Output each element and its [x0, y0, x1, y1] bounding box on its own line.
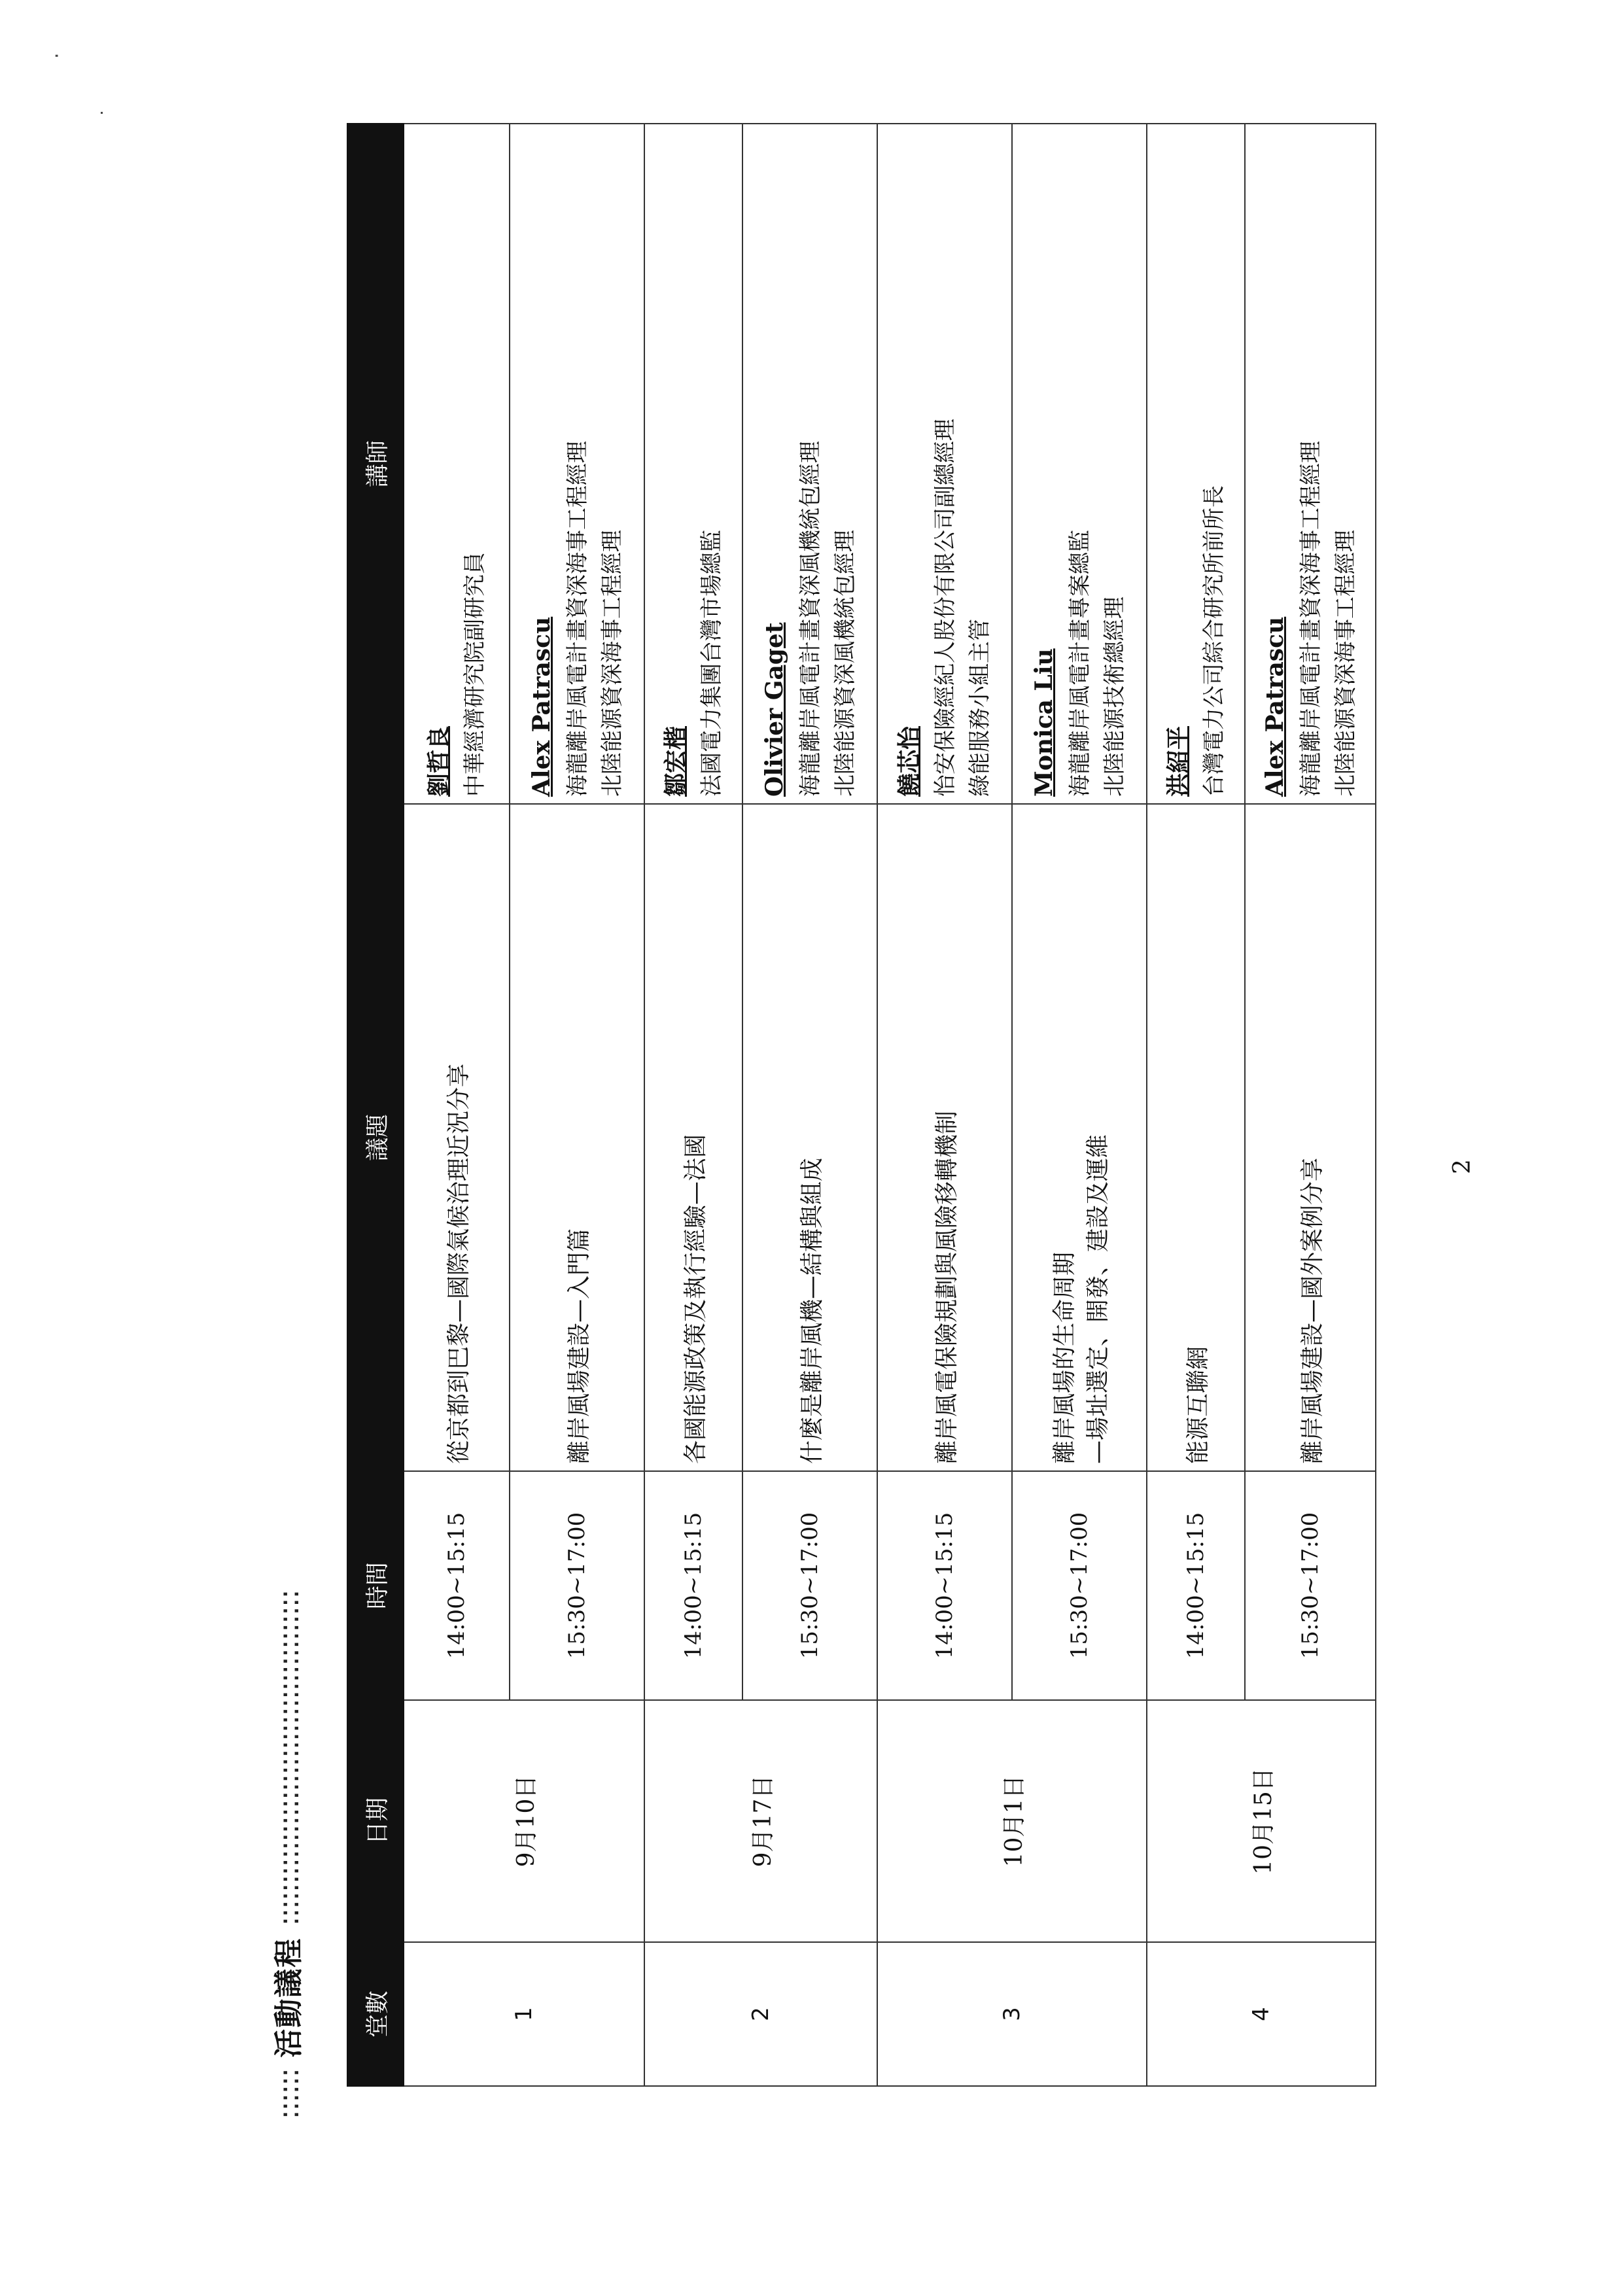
session-number: 1 — [404, 1942, 644, 2086]
speaker-role: 北陸能源資深海事工程經理 — [599, 530, 625, 797]
speaker-name: Olivier Gaget — [761, 622, 789, 797]
slot-topic: 什麼是離岸風機—結構與組成 — [742, 804, 877, 1471]
speaker-role: 中華經濟研究院副研究員 — [461, 552, 488, 797]
speaker-role: 法國電力集團台灣市場總監 — [698, 530, 725, 797]
slot-speaker — [1245, 124, 1376, 804]
slot-topic: 能源互聯網 — [1147, 804, 1245, 1471]
slot-speaker — [1147, 124, 1245, 804]
speaker-name: 洪紹平 — [1164, 725, 1192, 797]
session-date: 10月1日 — [877, 1700, 1147, 1942]
slot-time: 15:30~17:00 — [1245, 1471, 1376, 1700]
speaker-name: 劉哲良 — [425, 725, 453, 797]
slot-time: 14:00~15:15 — [877, 1471, 1012, 1700]
slot-topic-line: —場址選定、開發、建設及運維 — [1085, 1134, 1111, 1464]
session-number: 2 — [644, 1942, 877, 2086]
header-session: 堂數 — [347, 1942, 404, 2086]
speaker-role: 台灣電力公司綜合研究所前所長 — [1200, 485, 1227, 797]
speaker-role: 海龍離岸風電計畫專案總監 — [1067, 530, 1094, 797]
scan-speck-mark: ˙ — [98, 108, 121, 118]
session-number: 3 — [877, 1942, 1147, 2086]
session-date: 10月15日 — [1147, 1700, 1376, 1942]
header-speaker: 講師 — [347, 124, 404, 804]
session-date: 9月17日 — [644, 1700, 877, 1942]
slot-time: 14:00~15:15 — [1147, 1471, 1245, 1700]
slot-speaker — [510, 124, 644, 804]
slot-speaker — [644, 124, 742, 804]
slot-topic: 離岸風電保險規劃與風險移轉機制 — [877, 804, 1012, 1471]
agenda-heading — [265, 1590, 307, 2119]
table-row — [644, 124, 742, 2086]
speaker-role: 北陸能源資深風機統包經理 — [831, 530, 858, 797]
slot-speaker — [1012, 124, 1147, 804]
slot-time: 15:30~17:00 — [1012, 1471, 1147, 1700]
header-topic: 議題 — [347, 804, 404, 1471]
speaker-name: Monica Liu — [1030, 648, 1058, 797]
speaker-role: 海龍離岸風電計畫資深海事工程經理 — [565, 441, 591, 797]
slot-speaker — [742, 124, 877, 804]
slot-topic: 從京都到巴黎—國際氣候治理近況分享 — [404, 804, 510, 1471]
heading-dots-left: :::::: — [272, 2069, 305, 2119]
speaker-role: 北陸能源資深海事工程經理 — [1332, 530, 1359, 797]
slot-topic: 離岸風場建設—國外案例分享 — [1245, 804, 1376, 1471]
slot-topic-line: 離岸風場的生命周期 — [1051, 1251, 1078, 1464]
speaker-name: Alex Patrascu — [528, 616, 556, 797]
slot-speaker — [404, 124, 510, 804]
slot-time: 15:30~17:00 — [510, 1471, 644, 1700]
table-row — [404, 124, 510, 2086]
speaker-role: 海龍離岸風電計畫資深海事工程經理 — [1298, 441, 1325, 797]
session-date: 9月10日 — [404, 1700, 644, 1942]
heading-title: 活動議程 — [272, 1937, 305, 2058]
table-header-row — [347, 124, 404, 2086]
page-number: 2 — [1449, 1159, 1476, 1174]
slot-time: 14:00~15:15 — [644, 1471, 742, 1700]
header-date: 日期 — [347, 1700, 404, 1942]
speaker-role: 怡安保險經紀人股份有限公司副總經理 — [932, 419, 959, 797]
table-row — [877, 124, 1012, 2086]
agenda-table — [347, 123, 1376, 2087]
session-number: 4 — [1147, 1942, 1376, 2086]
table-row — [1147, 124, 1245, 2086]
slot-time: 14:00~15:15 — [404, 1471, 510, 1700]
slot-topic — [1012, 804, 1147, 1471]
slot-speaker — [877, 124, 1012, 804]
slot-topic: 離岸風場建設—入門篇 — [510, 804, 644, 1471]
speaker-name: 鄒宏楷 — [662, 725, 689, 797]
slot-time: 15:30~17:00 — [742, 1471, 877, 1700]
speaker-name: Alex Patrascu — [1261, 616, 1289, 797]
heading-dots-right: :::::::::::::::::::::::::::::::::::::::: — [272, 1590, 305, 1926]
speaker-role: 綠能服務小組主管 — [966, 619, 993, 797]
speaker-role: 北陸能源技術總經理 — [1101, 597, 1128, 797]
slot-topic: 各國能源政策及執行經驗—法國 — [644, 804, 742, 1471]
speaker-role: 海龍離岸風電計畫資深風機統包經理 — [797, 441, 824, 797]
speaker-name: 饒芯怡 — [896, 725, 924, 797]
header-time: 時間 — [347, 1471, 404, 1700]
scan-speck-mark: · — [46, 52, 69, 59]
